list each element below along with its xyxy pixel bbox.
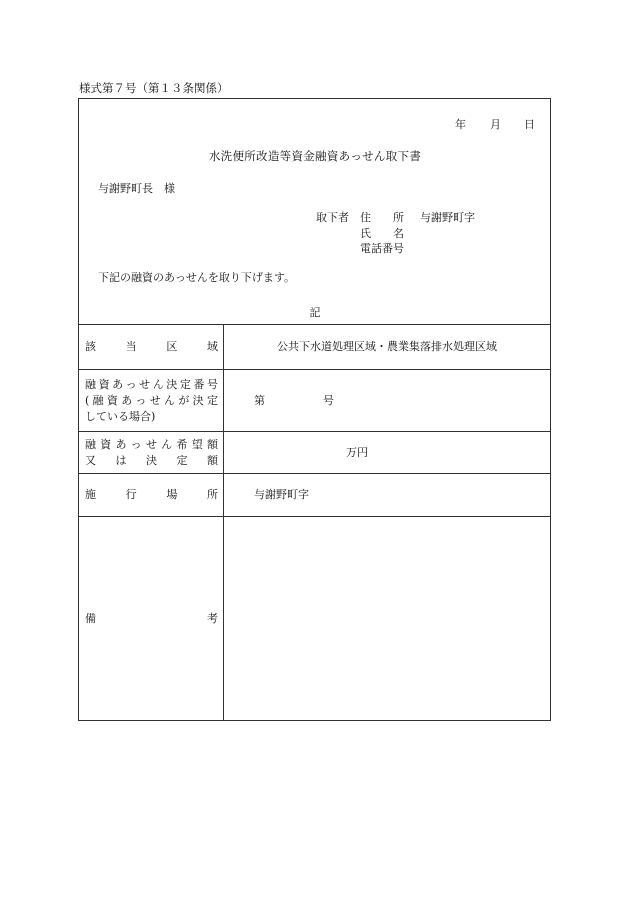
date-month-label: 月 [490, 118, 501, 131]
ki-heading: 記 [309, 306, 321, 319]
area-label-char: 当 [125, 340, 137, 353]
table-row-number [79, 370, 551, 432]
site-label [79, 474, 224, 517]
phone-label: 電話番号 [360, 242, 404, 255]
area-label-char: 区 [166, 340, 178, 353]
name-label: 氏 名 [360, 227, 404, 240]
site-label-char: 所 [206, 488, 218, 501]
remarks-label-char: 考 [207, 611, 218, 625]
number-label-line: している場合) [85, 409, 156, 423]
date-day-label: 日 [524, 118, 535, 131]
date-year-label: 年 [455, 118, 466, 131]
number-value [224, 370, 551, 432]
area-value: 公共下水道処理区域・農業集落排水処理区域 [224, 325, 551, 370]
document-title: 水洗便所改造等資金融資あっせん取下書 [208, 149, 422, 163]
remarks-label-char: 備 [85, 611, 96, 625]
detail-table [78, 324, 551, 721]
site-value: 与謝野町字 [224, 474, 551, 517]
form-header-box [78, 98, 551, 324]
form-label: 様式第７号（第１３条関係） [79, 81, 229, 95]
site-label-char: 場 [166, 488, 178, 501]
amount-label-line: 又は決定額 [85, 453, 218, 467]
area-label [79, 325, 224, 370]
number-label-line: (融資あっせんが決定 [85, 393, 218, 407]
address-label: 住 所 [360, 211, 404, 224]
applicant-role: 取下者 [316, 211, 349, 224]
amount-label-line: 融資あっせん希望額 [85, 437, 218, 451]
area-label-char: 該 [85, 340, 96, 353]
table-row-site [79, 474, 551, 517]
table-row-area [79, 325, 551, 370]
number-label [79, 370, 224, 432]
site-label-char: 行 [125, 488, 137, 501]
remarks-label [79, 517, 224, 721]
area-label-char: 域 [206, 340, 218, 353]
withdrawal-statement: 下記の融資のあっせんを取り下げます。 [98, 271, 296, 284]
number-suffix: 号 [323, 393, 334, 407]
table-row-amount [79, 432, 551, 474]
number-prefix: 第 [254, 393, 265, 407]
amount-value: 万円 [224, 432, 551, 474]
address-value: 与謝野町字 [420, 211, 475, 224]
number-label-line: 融資あっせん決定番号 [85, 377, 218, 391]
amount-label [79, 432, 224, 474]
site-label-char: 施 [85, 488, 96, 501]
addressee: 与謝野町長 様 [98, 182, 175, 195]
table-row-remarks [79, 517, 551, 721]
remarks-value [224, 517, 551, 721]
